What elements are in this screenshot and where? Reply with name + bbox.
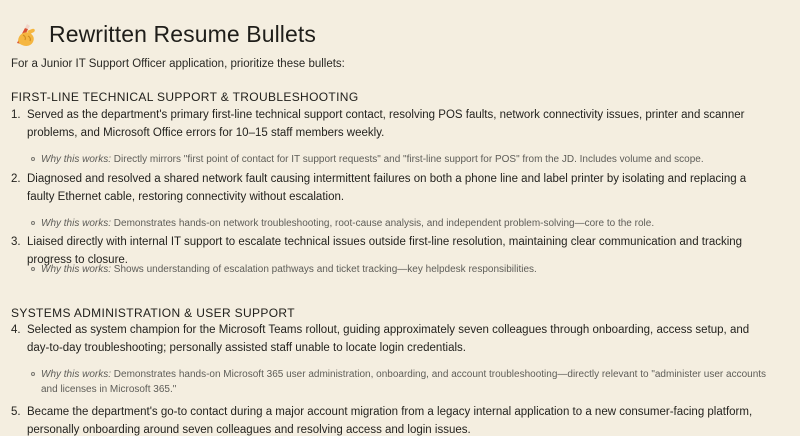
bullet-number: 5. xyxy=(11,406,21,418)
bullet-text: Served as the department's primary first-line technical support contact, resolving POS faults, network connectivity issues, printer and scanner problems, and Microsoft Office errors for 10–15 staff members weekly. xyxy=(27,109,745,139)
bullet-number: 4. xyxy=(11,324,21,336)
hollow-bullet-icon xyxy=(31,157,35,161)
why-this-works-note-1 xyxy=(41,152,776,167)
bullet-item-4 xyxy=(11,321,786,357)
why-this-works-note-2 xyxy=(41,216,776,231)
section-heading-systems-administration: SYSTEMS ADMINISTRATION & USER SUPPORT xyxy=(11,305,295,320)
section-heading-first-line-support: FIRST-LINE TECHNICAL SUPPORT & TROUBLESHOOTING xyxy=(11,89,359,104)
bullet-text: Diagnosed and resolved a shared network fault causing intermittent failures on both a phone line and label printer by isolating and replacing a faulty Ethernet cable, restoring connectivity without escalation. xyxy=(27,173,747,203)
why-this-works-note-3 xyxy=(41,262,776,277)
bullet-text: Liaised directly with internal IT support to escalate technical issues outside first-line resolution, maintaining clear communication and tracking progress to closure. xyxy=(27,236,743,266)
hollow-bullet-icon xyxy=(31,372,35,376)
why-label: Why this works: xyxy=(41,264,112,275)
why-text: Directly mirrors "first point of contact for IT support requests" and "first-line support for POS" from the JD. Includes volume and scope. xyxy=(113,154,704,165)
bullet-number: 3. xyxy=(11,236,21,248)
why-text: Demonstrates hands-on network troubleshooting, root-cause analysis, and independent problem-solving—core to the role. xyxy=(113,218,655,229)
why-this-works-note-4 xyxy=(41,367,776,397)
why-label: Why this works: xyxy=(41,154,112,165)
bullet-text: Became the department's go-to contact during a major account migration from a legacy internal application to a new consumer-facing platform, personally onboarding around seven colleagues and resolving access and login issues. xyxy=(27,406,753,436)
bullet-item-2 xyxy=(11,170,786,206)
why-label: Why this works: xyxy=(41,369,112,380)
bullet-item-1 xyxy=(11,106,786,142)
hollow-bullet-icon xyxy=(31,221,35,225)
intro-text: For a Junior IT Support Officer application, prioritize these bullets: xyxy=(11,57,345,70)
page-title: Rewritten Resume Bullets xyxy=(49,21,317,48)
bullet-number: 1. xyxy=(11,109,21,121)
writing-hand-icon xyxy=(11,21,39,49)
bullet-item-5 xyxy=(11,403,786,436)
why-text: Demonstrates hands-on Microsoft 365 user administration, onboarding, and account troubleshooting—directly relevant to "administer user accounts and licenses in Microsoft 365." xyxy=(41,369,767,395)
why-label: Why this works: xyxy=(41,218,112,229)
why-text: Shows understanding of escalation pathways and ticket tracking—key helpdesk responsibilities. xyxy=(113,264,537,275)
title-row xyxy=(11,6,316,64)
bullet-number: 2. xyxy=(11,173,21,185)
bullet-text: Selected as system champion for the Microsoft Teams rollout, guiding approximately seven colleagues through onboarding, access setup, and day-to-day troubleshooting; personally assisted staff unable to locate login credentials. xyxy=(27,324,750,354)
hollow-bullet-icon xyxy=(31,267,35,271)
